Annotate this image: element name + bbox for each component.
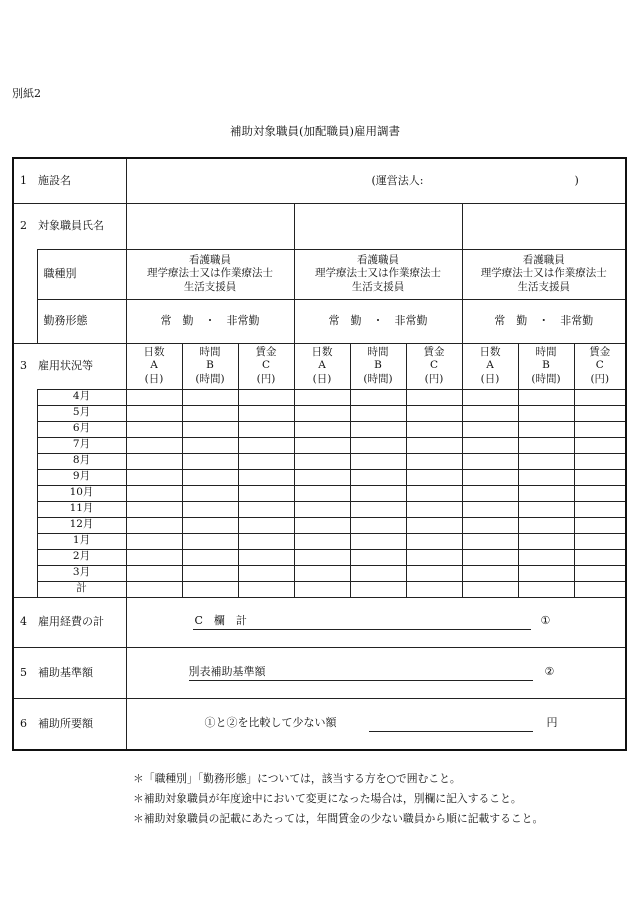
month-value-cell[interactable] <box>238 453 294 469</box>
month-label: 計 <box>37 581 126 597</box>
month-value-cell[interactable] <box>462 533 518 549</box>
month-value-cell[interactable] <box>182 501 238 517</box>
required-label-cell <box>13 698 126 750</box>
month-value-cell[interactable] <box>350 389 406 405</box>
required-text: ①と②を比較して少ない額 <box>204 715 337 729</box>
month-value-cell[interactable] <box>350 549 406 565</box>
col-hours-header: 時間 B (時間) <box>182 343 238 389</box>
month-value-cell[interactable] <box>126 405 182 421</box>
month-row <box>13 581 626 597</box>
work-form-row <box>13 299 626 343</box>
month-value-cell[interactable] <box>406 453 462 469</box>
facility-name-field[interactable] <box>126 158 626 203</box>
note-2: ＊補助対象職員が年度途中において変更になった場合は，別欄に記入すること。 <box>133 792 522 805</box>
month-value-cell[interactable] <box>574 421 626 437</box>
employment-label-cell <box>13 343 126 389</box>
month-value-cell[interactable] <box>406 501 462 517</box>
month-value-cell[interactable] <box>518 469 574 485</box>
staff-name-field-1[interactable] <box>126 203 294 249</box>
col-days-header: 日数 A (日) <box>462 343 518 389</box>
cost-total-label: 雇用経費の計 <box>38 615 104 629</box>
col-wage-header: 賃金 C (円) <box>574 343 626 389</box>
month-value-cell[interactable] <box>574 389 626 405</box>
month-value-cell[interactable] <box>462 453 518 469</box>
month-value-cell[interactable] <box>182 485 238 501</box>
month-label: 10月 <box>37 485 126 501</box>
month-value-cell[interactable] <box>518 549 574 565</box>
month-value-cell[interactable] <box>350 565 406 581</box>
attachment-label: 別紙2 <box>12 87 41 100</box>
underline <box>369 731 533 732</box>
month-value-cell[interactable] <box>238 485 294 501</box>
month-value-cell[interactable] <box>406 437 462 453</box>
month-value-cell[interactable] <box>406 533 462 549</box>
facility-label-cell <box>13 158 126 203</box>
job-type-row <box>13 249 626 299</box>
month-value-cell[interactable] <box>518 581 574 597</box>
month-value-cell[interactable] <box>126 437 182 453</box>
month-value-cell[interactable] <box>126 421 182 437</box>
month-value-cell[interactable] <box>350 421 406 437</box>
month-row <box>13 533 626 549</box>
month-row <box>13 469 626 485</box>
mark-2: ② <box>544 664 555 678</box>
standard-text: 別表補助基準額 <box>188 664 266 678</box>
month-value-cell[interactable] <box>238 533 294 549</box>
month-value-cell[interactable] <box>462 405 518 421</box>
month-value-cell[interactable] <box>406 581 462 597</box>
month-value-cell[interactable] <box>238 469 294 485</box>
month-value-cell[interactable] <box>294 469 350 485</box>
month-value-cell[interactable] <box>294 517 350 533</box>
month-value-cell[interactable] <box>126 453 182 469</box>
month-value-cell[interactable] <box>518 533 574 549</box>
month-value-cell[interactable] <box>182 389 238 405</box>
required-amount-field[interactable] <box>126 698 626 750</box>
staff-name-field-3[interactable] <box>462 203 626 249</box>
standard-label-cell <box>13 647 126 698</box>
month-value-cell[interactable] <box>406 469 462 485</box>
month-label: 4月 <box>37 389 126 405</box>
employment-form-table <box>12 157 627 751</box>
month-value-cell[interactable] <box>574 533 626 549</box>
corporation-close: ) <box>574 173 579 187</box>
month-value-cell[interactable] <box>406 549 462 565</box>
month-value-cell[interactable] <box>126 549 182 565</box>
month-value-cell[interactable] <box>574 453 626 469</box>
month-value-cell[interactable] <box>294 437 350 453</box>
staff-name-label: 対象職員氏名 <box>38 219 104 233</box>
cost-total-row <box>13 597 626 647</box>
month-value-cell[interactable] <box>574 405 626 421</box>
month-value-cell[interactable] <box>294 485 350 501</box>
work-form-option-1[interactable]: 常 勤 ・ 非常勤 <box>126 299 294 343</box>
month-value-cell[interactable] <box>574 549 626 565</box>
employment-header-row <box>13 343 626 389</box>
month-value-cell[interactable] <box>574 485 626 501</box>
month-value-cell[interactable] <box>462 469 518 485</box>
month-value-cell[interactable] <box>350 469 406 485</box>
job-option-therapist: 理学療法士又は作業療法士 <box>480 267 607 280</box>
month-value-cell[interactable] <box>182 469 238 485</box>
job-option-nurse: 看護職員 <box>189 254 231 267</box>
month-value-cell[interactable] <box>294 389 350 405</box>
month-label: 7月 <box>37 437 126 453</box>
cost-total-label-cell <box>13 597 126 647</box>
month-value-cell[interactable] <box>462 581 518 597</box>
month-value-cell[interactable] <box>182 405 238 421</box>
month-value-cell[interactable] <box>350 453 406 469</box>
month-value-cell[interactable] <box>126 501 182 517</box>
month-value-cell[interactable] <box>350 437 406 453</box>
month-value-cell[interactable] <box>350 501 406 517</box>
standard-amount-field[interactable] <box>126 647 626 698</box>
month-row <box>13 485 626 501</box>
month-value-cell[interactable] <box>294 405 350 421</box>
month-value-cell[interactable] <box>294 581 350 597</box>
month-value-cell[interactable] <box>406 421 462 437</box>
month-value-cell[interactable] <box>126 517 182 533</box>
month-label: 2月 <box>37 549 126 565</box>
month-value-cell[interactable] <box>294 501 350 517</box>
month-rows <box>13 389 626 597</box>
required-label: 補助所要額 <box>38 716 93 730</box>
month-value-cell[interactable] <box>462 485 518 501</box>
month-value-cell[interactable] <box>518 421 574 437</box>
month-value-cell[interactable] <box>238 565 294 581</box>
col-wage-header: 賃金 C (円) <box>238 343 294 389</box>
standard-label: 補助基準額 <box>38 665 93 679</box>
job-type-label: 職種別 <box>37 249 126 299</box>
month-row <box>13 501 626 517</box>
month-value-cell[interactable] <box>518 517 574 533</box>
month-value-cell[interactable] <box>238 389 294 405</box>
month-value-cell[interactable] <box>518 453 574 469</box>
month-value-cell[interactable] <box>238 517 294 533</box>
month-value-cell[interactable] <box>126 485 182 501</box>
col-hours-header: 時間 B (時間) <box>350 343 406 389</box>
month-value-cell[interactable] <box>462 565 518 581</box>
row-number: 5 <box>20 665 27 679</box>
month-value-cell[interactable] <box>182 421 238 437</box>
row-number: 3 <box>20 359 27 373</box>
month-value-cell[interactable] <box>574 565 626 581</box>
month-value-cell[interactable] <box>406 389 462 405</box>
staff-name-label-cell <box>13 203 126 249</box>
month-value-cell[interactable] <box>350 533 406 549</box>
col-days-header: 日数 A (日) <box>126 343 182 389</box>
month-value-cell[interactable] <box>126 389 182 405</box>
month-row <box>13 389 626 405</box>
col-wage-header: 賃金 C (円) <box>406 343 462 389</box>
cost-total-field[interactable] <box>126 597 626 647</box>
employment-label: 雇用状況等 <box>38 359 93 373</box>
month-value-cell[interactable] <box>406 485 462 501</box>
job-option-therapist: 理学療法士又は作業療法士 <box>147 267 273 280</box>
month-value-cell[interactable] <box>574 501 626 517</box>
col-hours-header: 時間 B (時間) <box>518 343 574 389</box>
underline <box>189 680 533 681</box>
month-label: 5月 <box>37 405 126 421</box>
job-option-life-support: 生活支援員 <box>517 280 571 293</box>
month-value-cell[interactable] <box>574 517 626 533</box>
month-row <box>13 549 626 565</box>
month-value-cell[interactable] <box>126 469 182 485</box>
month-row <box>13 517 626 533</box>
facility-row <box>13 158 626 203</box>
month-value-cell[interactable] <box>350 581 406 597</box>
note-3: ＊補助対象職員の記載にあたっては，年間賃金の少ない職員から順に記載すること。 <box>133 812 544 825</box>
month-row <box>13 565 626 581</box>
work-form-label: 勤務形態 <box>37 299 126 343</box>
work-form-option-3[interactable]: 常 勤 ・ 非常勤 <box>462 299 626 343</box>
month-label: 1月 <box>37 533 126 549</box>
staff-name-row <box>13 203 626 249</box>
month-value-cell[interactable] <box>294 549 350 565</box>
job-type-options-1[interactable] <box>126 249 294 299</box>
month-value-cell[interactable] <box>238 405 294 421</box>
job-option-life-support: 生活支援員 <box>351 280 405 293</box>
corporation-label: (運営法人: <box>371 173 424 187</box>
month-label: 11月 <box>37 501 126 517</box>
month-row <box>13 405 626 421</box>
month-value-cell[interactable] <box>294 453 350 469</box>
month-value-cell[interactable] <box>574 581 626 597</box>
col-days-header: 日数 A (日) <box>294 343 350 389</box>
month-value-cell[interactable] <box>294 421 350 437</box>
row-number: 4 <box>20 615 27 629</box>
month-value-cell[interactable] <box>350 517 406 533</box>
staff-name-field-2[interactable] <box>294 203 462 249</box>
page-title: 補助対象職員(加配職員)雇用調書 <box>230 124 400 138</box>
notes <box>133 769 543 829</box>
month-label: 6月 <box>37 421 126 437</box>
month-value-cell[interactable] <box>350 405 406 421</box>
work-form-option-2[interactable]: 常 勤 ・ 非常勤 <box>294 299 462 343</box>
month-value-cell[interactable] <box>462 549 518 565</box>
month-value-cell[interactable] <box>406 565 462 581</box>
month-value-cell[interactable] <box>350 485 406 501</box>
month-value-cell[interactable] <box>574 469 626 485</box>
month-value-cell[interactable] <box>462 421 518 437</box>
month-value-cell[interactable] <box>406 517 462 533</box>
month-value-cell[interactable] <box>462 501 518 517</box>
month-value-cell[interactable] <box>518 405 574 421</box>
month-value-cell[interactable] <box>518 565 574 581</box>
month-value-cell[interactable] <box>126 533 182 549</box>
underline <box>193 629 531 630</box>
cost-total-text: C 欄 計 <box>194 613 247 627</box>
month-value-cell[interactable] <box>182 581 238 597</box>
month-value-cell[interactable] <box>462 437 518 453</box>
month-value-cell[interactable] <box>518 501 574 517</box>
note-1: ＊「職種別」「勤務形態」については，該当する方を○で囲むこと。 <box>133 772 461 785</box>
row-number: 2 <box>20 219 27 233</box>
month-label: 8月 <box>37 453 126 469</box>
month-value-cell[interactable] <box>238 581 294 597</box>
month-value-cell[interactable] <box>238 549 294 565</box>
mark-1: ① <box>540 613 551 627</box>
job-type-options-3[interactable] <box>462 249 626 299</box>
month-row <box>13 437 626 453</box>
job-option-life-support: 生活支援員 <box>183 280 237 293</box>
month-value-cell[interactable] <box>182 453 238 469</box>
required-amount-row <box>13 698 626 750</box>
month-value-cell[interactable] <box>462 517 518 533</box>
row-number: 6 <box>20 716 27 730</box>
month-value-cell[interactable] <box>518 389 574 405</box>
facility-label: 施設名 <box>38 173 71 187</box>
job-option-nurse: 看護職員 <box>522 254 565 267</box>
month-label: 9月 <box>37 469 126 485</box>
month-value-cell[interactable] <box>238 501 294 517</box>
month-value-cell[interactable] <box>294 533 350 549</box>
month-value-cell[interactable] <box>238 421 294 437</box>
month-value-cell[interactable] <box>182 565 238 581</box>
job-option-therapist: 理学療法士又は作業療法士 <box>315 267 441 280</box>
month-value-cell[interactable] <box>462 389 518 405</box>
month-value-cell[interactable] <box>182 533 238 549</box>
job-option-nurse: 看護職員 <box>357 254 399 267</box>
month-label: 3月 <box>37 565 126 581</box>
month-value-cell[interactable] <box>238 437 294 453</box>
month-value-cell[interactable] <box>182 437 238 453</box>
month-label: 12月 <box>37 517 126 533</box>
yen-unit: 円 <box>546 715 558 729</box>
month-value-cell[interactable] <box>574 437 626 453</box>
month-row <box>13 421 626 437</box>
job-type-options-2[interactable] <box>294 249 462 299</box>
month-value-cell[interactable] <box>126 565 182 581</box>
month-row <box>13 453 626 469</box>
month-value-cell[interactable] <box>182 517 238 533</box>
standard-amount-row <box>13 647 626 698</box>
row-number: 1 <box>20 173 27 187</box>
month-value-cell[interactable] <box>518 485 574 501</box>
month-value-cell[interactable] <box>182 549 238 565</box>
month-value-cell[interactable] <box>518 437 574 453</box>
month-value-cell[interactable] <box>126 581 182 597</box>
month-value-cell[interactable] <box>294 565 350 581</box>
month-value-cell[interactable] <box>406 405 462 421</box>
